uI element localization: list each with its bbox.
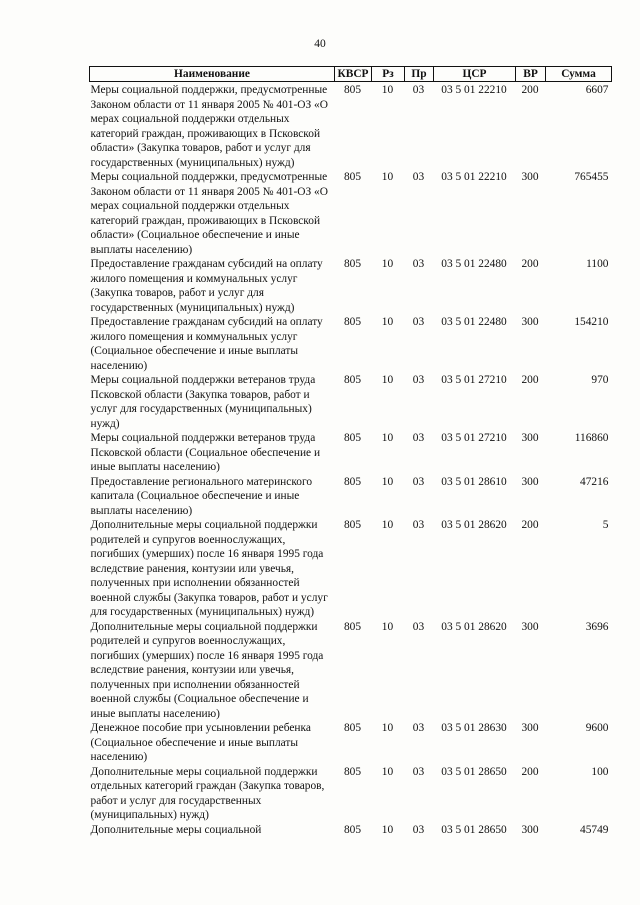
- cell-csr: 03 5 01 22480: [441, 258, 507, 270]
- budget-table: [89, 66, 612, 837]
- cell-vr: 300: [521, 620, 539, 633]
- table-row: [90, 518, 612, 620]
- cell-rz: 10: [381, 475, 394, 488]
- cell-csr: 03 5 01 27210: [441, 374, 507, 386]
- cell-csr: 03 5 01 22210: [441, 84, 507, 96]
- table-row: [90, 257, 612, 315]
- cell-rz: 10: [381, 765, 394, 778]
- cell-rz: 10: [381, 84, 394, 96]
- table-header: [90, 67, 612, 82]
- cell-pr: 03: [412, 823, 425, 836]
- table-row: [90, 170, 612, 257]
- cell-kvsr: 805: [343, 475, 362, 488]
- cell-sum: 5: [602, 519, 609, 531]
- cell-rz: 10: [381, 374, 394, 386]
- cell-rz: 10: [381, 258, 394, 270]
- cell-sum: 765455: [574, 171, 609, 183]
- cell-name: Предоставление регионального материнского капитала (Социальное обеспечение и иные выплаты населению): [90, 475, 313, 517]
- cell-sum: 1100: [586, 258, 609, 270]
- cell-kvsr: 805: [343, 432, 362, 444]
- cell-sum: 970: [591, 374, 609, 386]
- table-row: [90, 475, 612, 519]
- cell-sum: 6607: [585, 84, 609, 96]
- cell-sum: 47216: [580, 475, 609, 488]
- cell-pr: 03: [412, 316, 425, 328]
- cell-csr: 03 5 01 28650: [441, 823, 507, 836]
- cell-pr: 03: [412, 620, 425, 633]
- cell-sum: 116860: [574, 432, 609, 444]
- cell-rz: 10: [381, 432, 394, 444]
- cell-pr: 03: [412, 258, 425, 270]
- cell-vr: 300: [521, 432, 539, 444]
- cell-name: Денежное пособие при усыновлении ребенка (Социальное обеспечение и иные выплаты населению): [90, 722, 311, 763]
- cell-pr: 03: [412, 84, 425, 96]
- cell-pr: 03: [412, 374, 425, 386]
- header-csr: ЦСР: [434, 67, 516, 82]
- cell-name: Предоставление гражданам субсидий на оплату жилого помещения и коммунальных услуг (Социальное обеспечение и иные выплаты населению): [90, 316, 323, 372]
- header-sum: Сумма: [546, 67, 612, 82]
- table-row: [90, 823, 612, 838]
- cell-rz: 10: [381, 823, 394, 836]
- cell-sum: 3696: [585, 620, 609, 633]
- cell-kvsr: 805: [343, 171, 362, 183]
- table-row: [90, 620, 612, 722]
- cell-rz: 10: [381, 316, 394, 328]
- cell-kvsr: 805: [343, 519, 362, 531]
- cell-pr: 03: [412, 765, 425, 778]
- cell-name: Дополнительные меры социальной поддержки отдельных категорий граждан (Закупка товаров, работ и услуг для государственных (муниципальных) нужд): [90, 765, 325, 821]
- cell-csr: 03 5 01 22210: [441, 171, 507, 183]
- cell-csr: 03 5 01 28610: [441, 475, 507, 488]
- cell-kvsr: 805: [343, 620, 362, 633]
- cell-vr: 300: [521, 171, 539, 183]
- table-row: [90, 315, 612, 373]
- cell-sum: 9600: [585, 722, 609, 734]
- cell-rz: 10: [381, 722, 394, 734]
- header-name: Наименование: [90, 67, 335, 82]
- header-rz: Рз: [372, 67, 405, 82]
- header-kvsr: КВСР: [335, 67, 372, 82]
- cell-kvsr: 805: [343, 823, 362, 836]
- cell-vr: 200: [521, 258, 539, 270]
- table-row: [90, 765, 612, 823]
- cell-csr: 03 5 01 28630: [441, 722, 507, 734]
- cell-name: Меры социальной поддержки ветеранов труда Псковской области (Социальное обеспечение и иные выплаты населению): [90, 432, 321, 473]
- cell-sum: 154210: [574, 316, 609, 328]
- table-row: [90, 431, 612, 475]
- cell-vr: 300: [521, 823, 539, 836]
- cell-name: Меры социальной поддержки ветеранов труда Псковской области (Закупка товаров, работ и услуг для государственных (муниципальных) нужд): [90, 374, 316, 430]
- cell-rz: 10: [381, 171, 394, 183]
- table-body: [90, 82, 612, 838]
- cell-name: Предоставление гражданам субсидий на оплату жилого помещения и коммунальных услуг (Закупка товаров, работ и услуг для государственных (муниципальных) нужд): [90, 258, 323, 314]
- cell-sum: 45749: [580, 823, 609, 836]
- cell-vr: 300: [521, 475, 539, 488]
- cell-name: Дополнительные меры социальной поддержки родителей и супругов военнослужащих, погибших (умерших) после 16 января 1995 года вследствие ранения, контузии или увечья, полученных при исполнении обязанностей военной службы (Социальное обеспечение и иные выплаты населению): [90, 620, 324, 720]
- cell-pr: 03: [412, 475, 425, 488]
- cell-csr: 03 5 01 22480: [441, 316, 507, 328]
- header-pr: Пр: [405, 67, 434, 82]
- cell-csr: 03 5 01 28620: [441, 519, 507, 531]
- cell-kvsr: 805: [343, 722, 362, 734]
- cell-csr: 03 5 01 28650: [441, 765, 507, 778]
- cell-pr: 03: [412, 722, 425, 734]
- cell-name: Дополнительные меры социальной поддержки родителей и супругов военнослужащих, погибших (умерших) после 16 января 1995 года вследствие ранения, контузии или увечья, полученных при исполнении обязанностей военной службы (Закупка товаров, работ и услуг для государственных (муниципальных) нужд): [90, 519, 328, 618]
- cell-name: Меры социальной поддержки, предусмотренные Законом области от 11 января 2005 № 401-ОЗ «О мерах социальной поддержки отдельных категорий граждан, проживающих в Псковской области» (Социальное обеспечение и иные выплаты населению): [90, 171, 328, 256]
- cell-pr: 03: [412, 519, 425, 531]
- cell-vr: 300: [521, 722, 539, 734]
- cell-name: Меры социальной поддержки, предусмотренные Законом области от 11 января 2005 № 401-ОЗ «О мерах социальной поддержки отдельных категорий граждан, проживающих в Псковской области» (Закупка товаров, работ и услуг для государственных (муниципальных) нужд): [90, 84, 328, 169]
- table-row: [90, 373, 612, 431]
- cell-csr: 03 5 01 27210: [441, 432, 507, 444]
- cell-kvsr: 805: [343, 765, 362, 778]
- page-number: 40: [314, 38, 326, 50]
- cell-rz: 10: [381, 620, 394, 633]
- cell-pr: 03: [412, 171, 425, 183]
- cell-vr: 200: [521, 374, 539, 386]
- cell-name: Дополнительные меры социальной: [90, 823, 262, 836]
- cell-kvsr: 805: [343, 84, 362, 96]
- header-vr: ВР: [516, 67, 546, 82]
- table-row: [90, 721, 612, 765]
- cell-vr: 200: [521, 765, 539, 778]
- cell-pr: 03: [412, 432, 425, 444]
- cell-vr: 200: [521, 519, 539, 531]
- table-row: [90, 82, 612, 171]
- cell-vr: 300: [521, 316, 539, 328]
- cell-csr: 03 5 01 28620: [441, 620, 507, 633]
- cell-kvsr: 805: [343, 258, 362, 270]
- cell-kvsr: 805: [343, 316, 362, 328]
- cell-rz: 10: [381, 519, 394, 531]
- cell-kvsr: 805: [343, 374, 362, 386]
- cell-sum: 100: [591, 765, 609, 778]
- cell-vr: 200: [521, 84, 539, 96]
